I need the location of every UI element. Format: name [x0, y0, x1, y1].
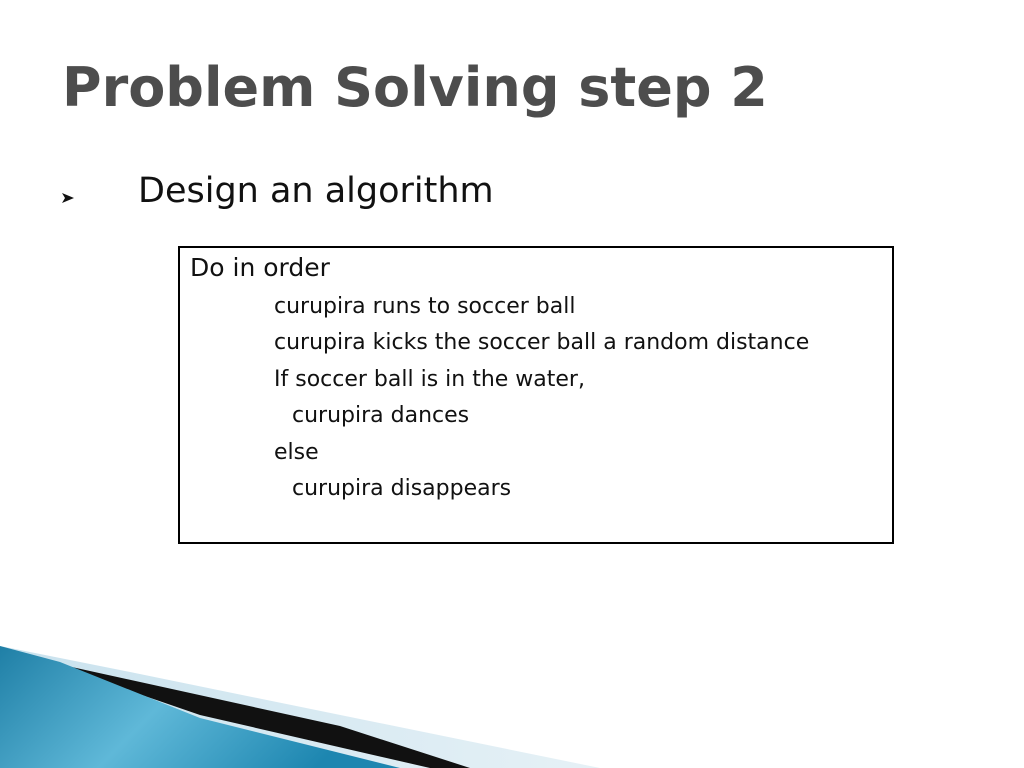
- bullet-text: Design an algorithm: [138, 171, 494, 211]
- bullet-item: [0, 166, 700, 216]
- algorithm-else-branch: curupira disappears: [292, 476, 512, 501]
- algorithm-condition: If soccer ball is in the water,: [274, 367, 585, 392]
- dark-swoosh-shape: [40, 660, 470, 768]
- light-swoosh-shape: [0, 646, 600, 768]
- arrowhead-bullet-icon: [62, 193, 74, 203]
- algorithm-step-kick: curupira kicks the soccer ball a random distance: [274, 330, 810, 355]
- algorithm-heading: Do in order: [190, 253, 330, 282]
- blue-swoosh-shape: [0, 646, 400, 768]
- algorithm-then-branch: curupira dances: [292, 403, 470, 428]
- algorithm-else: else: [274, 440, 319, 465]
- algorithm-step-run: curupira runs to soccer ball: [274, 294, 576, 319]
- algorithm-box: [178, 246, 894, 544]
- slide-title: Problem Solving step 2: [62, 56, 768, 119]
